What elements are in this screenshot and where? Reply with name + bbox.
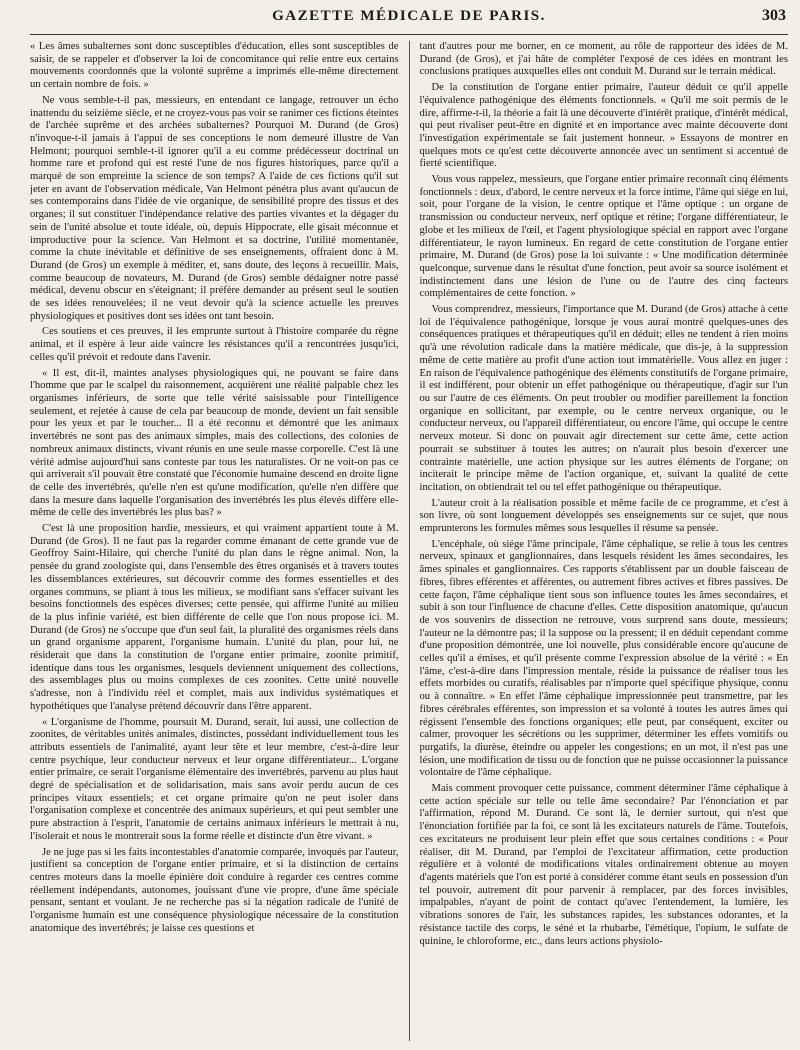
- page-number: 303: [762, 7, 786, 24]
- paragraph: tant d'autres pour me borner, en ce moment, au rôle de rapporteur des idées de M. Durand (de Gros), et j'ai hâte de compléter l'exposé de ces idées en montrant les conclusions pratiques auxquelles elles ont conduit M. Durand sur le terrain médical.: [419, 41, 788, 78]
- left-column: [30, 41, 399, 1041]
- paragraph: Mais comment provoquer cette puissance, comment déterminer l'âme céphalique à cette action spéciale sur telle ou telle âme secondaire? Par l'énonciation et par l'affirmation, répond M. Durand. Ce sont là, le dernier surtout, qui n'est que l'énonciation fortifiée par la foi, ce sont là les excitateurs naturels de l'âme. Toutefois, ces excitateurs ne produisent leur plein effet que sous certaines conditions : « Pour réaliser, dit M. Durand, par l'emploi de l'excitateur affirmation, cette production régulière et à volonté de modifications vitales ordinairement obtenue au moyen d'agents matériels que l'on est porté à considérer comme étant seuls en possession d'un tel pouvoir, autrement dit pour parvenir à remplacer, par des forces invisibles, impalpables, n'ayant de point de contact qu'avec l'entendement, la lumière, les vibrations sonores de l'air, les substances rapides, les substances odorantes, et la résistance tactile des corps, le séné et la rhubarbe, l'émétique, l'opium, le sulfate de quinine, le chloroforme, etc., dans leurs actions physiolo-: [419, 783, 788, 947]
- paragraph: L'auteur croit à la réalisation possible et même facile de ce programme, et c'est à son livre, où sont longuement développés ses enseignements sur ce sujet, que nous emprunterons les formules mêmes sous lesquelles il résume sa pensée.: [419, 497, 788, 535]
- paragraph: Ne vous semble-t-il pas, messieurs, en entendant ce langage, retrouver un écho inattendu du seizième siècle, et ne croyez-vous pas voir se ranimer ces fictions éteintes de l'archée suprême et des archées subalternes? Pourquoi M. Durand (de Gros) n'invoque-t-il jamais à l'appui de ses conceptions le nom demeuré illustre de Van Helmont; pourquoi semble-t-il ignorer qu'il a eu comme prédécesseur doctrinal un homme rare et profond qui est resté l'une de nos figures historiques, parce qu'il a marqué de son empreinte la science de son temps? A l'aide de ces fictions qu'il sut jeter en avant de l'observation médicale, Van Helmont pénétra plus avant qu'aucun de ses contemporains dans l'idée de vie organique, de sensibilité propre des tissus et des organes; il sut constituer l'indépendance relative des parties vivantes et la dégager du sein de l'unité absolue et toute idéale, où, depuis Hippocrate, elle gisait méconnue et improductive pour la science. Van Helmont et sa doctrine, l'utilité momentanée, comme la chute inévitable et définitive de ses enseignements, offraient donc à M. Durand (de Gros) un exemple à méditer, et, sans doute, des leçons à recueillir. Mais, comme beaucoup de novateurs, M. Durand (de Gros) semble dédaigner notre passé médical, devenu obscur en s'éteignant; il préfère demander au présent seul le soutien de ses idées renouvelées; il ne veut devoir qu'à la science actuelle les preuves physiologiques et positives dont ses idées ont tant besoin.: [30, 94, 399, 322]
- paragraph: Vous comprendrez, messieurs, l'importance que M. Durand (de Gros) attache à cette loi de l'équivalence pathogénique, lorsque je vous aurai montré quelques-unes des conséquences pratiques et thérapeutiques qu'il en déduit; elles ne tendent à rien moins qu'à une révolution radicale dans la matière médicale, que dis-je, à la suppression même de cette matière au profit d'une action tout immatérielle. Vous allez en juger : En raison de l'équivalence pathogénique des éléments constitutifs de l'organe primaire, il est indifférent, pour obtenir un effet pathogénique ou thérapeutique, d'agir sur l'un ou sur l'autre de ces éléments. On peut troubler ou modifier pareillement la fonction organique en sollicitant, par exemple, ou le centre nerveux organique, ou le conducteur nerveux, ou l'appareil différentiateur, ou encore l'âme, qui occupe le centre nerveux moteur. Si donc on pouvait agir directement sur cette âme, cette action pourrait se substituer à toutes les autres; on n'aurait plus besoin d'exercer une contrainte matérielle, une action physique sur les autres éléments de l'organe; on inciterait le principe même de l'action organique, et, suivant la qualité de cette incitation, on obtiendrait tel ou tel effet pathogénique ou thérapeutique.: [419, 304, 788, 493]
- paragraph: L'encéphale, où siége l'âme principale, l'âme céphalique, se relie à tous les centres nerveux, spinaux et ganglionnaires, dans lesquels résident les âmes secondaires, les âmes spinales et ganglionnaires. Ces rapports s'établissent par un double faisceau de fibres, fibres efférentes et afférentes, ou autrement fibres actives et fibres passives. De cette façon, l'âme céphalique tient sous son influence toutes les âmes secondaires, et subit à son tour l'influence de chacune d'elles. Cette disposition anatomique, qu'aucun de vos souvenirs de dissection ne retrouve, vous surprend sans doute, messieurs; l'auteur ne la démontre pas; il la suppose ou la pressent; il en déduit cependant comme d'une proposition démontrée, une loi nouvelle, plus considérable encore qu'aucune de celles qu'il a émises, et qu'il présente comme l'expression absolue de la vérité : « En l'âme, c'est-à-dire dans l'impression mentale, réside la puissance de réaliser tous les effets morbides ou curatifs, réalisables par n'importe quel spécifique physique, connu ou à connaître. » En effet l'âme céphalique impressionnée peut transmettre, par les fibres cérébrales efférentes, son impression et sa volonté à toutes les autres âmes qui régissent l'ensemble des fonctions organiques; elle peut, par conséquent, exciter ou calmer, provoquer les sécrétions ou les supprimer, déterminer les effets vomitifs ou purgatifs, la diurèse, éteindre ou appeler les congestions; en un mot, il n'est pas une lésion, une modification de tissu ou de fonction que ne puisse occasionner la puissance volontaire de l'âme céphalique.: [419, 538, 788, 779]
- paragraph: « Il est, dit-il, maintes analyses physiologiques qui, ne pouvant se faire dans l'homme que par le scalpel du raisonnement, acquièrent une réalité palpable chez les organismes inférieurs, de sorte que telle vérité saisissable pour l'intelligence seulement, et rejetée à cause de cela par beaucoup de monde, devient un fait sensible pour les yeux et par le toucher... Il a été reconnu et démontré que les animaux invertébrés ne sont pas des animaux simples, mais des collections, des colonies de nombreux animaux distincts, vivant réunis en une seule masse corporelle. C'est là une vérité admise aujourd'hui sans conteste par tous les naturalistes. Or ne voit-on pas ce qui arriverait s'il pouvait être constaté que l'économie humaine descend en droite ligne de celle des invertébrés, qu'elle n'en est qu'une modification, qu'elle n'en diffère que dans la mesure dans laquelle l'organisation des invertébrés les plus élevés diffère elle-même de celle des invertébrés les plus bas? »: [30, 367, 399, 519]
- paragraph: « L'organisme de l'homme, poursuit M. Durand, serait, lui aussi, une collection de zoonites, de véritables unités animales, distinctes, possédant individuellement tous les attributs essentiels de l'animalité, ayant leur tête et leur membre, c'est-à-dire leur centre psychique, leur conducteur nerveux et leur organe différentiateur... L'organe entier primaire, ce serait l'organisme élémentaire des invertébrés, parvenu au plus haut degré de spécialisation et de solidarisation, mais sans avoir perdu aucun de ces principes vitaux essentiels; et cet organe primaire qu'on ne peut isoler dans l'organisation complexe et concentrée des animaux supérieurs, et qui peut sembler une pure abstraction à l'esprit, l'anatomie de certains animaux inférieurs le mettrait à nu, l'isolerait et nous le montrerait sous la forme réelle et distincte d'un être vivant. »: [30, 716, 399, 842]
- page-header: [30, 0, 788, 35]
- right-column: [409, 41, 789, 1041]
- paragraph: Vous vous rappelez, messieurs, que l'organe entier primaire reconnaît cinq éléments fonctionnels : deux, d'abord, le centre nerveux et la force intime, l'âme qui siége en lui, soit, pour l'organe de la vision, le centre optique et l'âme optique : un organe de transmission ou conducteur nerveux, nerf optique et rétine; l'organe différentiateur, le globe et les milieux de l'œil, et l'agent physiologique spécial en rapport avec l'organe différentiateur, le rayon lumineux. En regard de cette constitution de l'organe entier primaire, M. Durand (de Gros) pose la loi suivante : « Une modification déterminée quelconque, survenue dans le résultat d'une fonction, peut avoir sa source isolément et indistinctement dans une lésion de l'une ou de l'autre des cinq facteurs complémentaires de cette fonction. »: [419, 174, 788, 300]
- paragraph: C'est là une proposition hardie, messieurs, et qui vraiment appartient toute à M. Durand (de Gros). Il ne faut pas la regarder comme émanant de cette grande vue de Geoffroy Saint-Hilaire, qui cherche l'unité du plan dans le règne animal. Non, la pensée du grand zoologiste qui, dans l'ensemble des êtres organisés et à travers toutes les dissemblances extérieures, sut découvrir comme des formes essentielles et des organes communs, se pliant à tous les milieux, se modifiant sans s'effacer suivant les besoins fonctionnels des espèces diverses; cette pensée, qui affirme l'unité au milieu de la plus infinie variété, est bien différente de celle que l'on nous propose ici. M. Durand (de Gros) ne s'occupe que d'un seul fait, la pluralité des organismes réels dans un grand organisme apparent, l'organisme humain. L'unité du plan, pour lui, ne résiderait que dans la constitution de l'organe entier primaire, zoonite primitif, identique dans tous les organismes, lesquels deviennent uniquement des collections, des assemblages plus ou moins complexes de ces zoonites. Cette unité nouvelle s'adresse, non à l'individu réel et complet, mais aux individus systématiques et hypothétiques que l'analyse prétend découvrir dans l'être apparent.: [30, 523, 399, 712]
- paragraph: Ces soutiens et ces preuves, il les emprunte surtout à l'histoire comparée du règne animal, et il espère à leur aide vaincre les résistances qu'il a rencontrées jusqu'ici, celles qu'il prévoit et redoute dans l'avenir.: [30, 326, 399, 363]
- paragraph: « Les âmes subalternes sont donc susceptibles d'éducation, elles sont susceptibles de saisir, de se rappeler et d'observer la loi de concomitance qui relie entre eux certains mouvements coordonnés que la volonté suprême a imprimés elle-même directement un certain nombre de fois. »: [30, 41, 399, 91]
- article-columns: [30, 41, 788, 1041]
- journal-title: GAZETTE MÉDICALE DE PARIS.: [272, 8, 546, 24]
- paragraph: De la constitution de l'organe entier primaire, l'auteur déduit ce qu'il appelle l'équivalence pathogénique des éléments fonctionnels. « Qu'il me soit permis de le dire, affirme-t-il, la théorie a fait là une découverte d'intérêt pratique, d'intérêt médical, qui peut rivaliser peut-être en dignité et en importance avec mainte découverte dont l'investigation expérimentale se fait justement honneur. » Essayons de montrer en quelques mots ce qu'est cette découverte annoncée avec un sentiment si accentué de fierté scientifique.: [419, 82, 788, 170]
- paragraph: Je ne juge pas si les faits incontestables d'anatomie comparée, invoqués par l'auteur, justifient sa conception de l'organe entier primaire, et si la distinction de certains centres moteurs dans la moelle épinière doit conduire à regarder ces centres comme réellement indépendants, autonomes, jouissant d'une vie propre, d'une âme spéciale pensant, sentant et voulant. Je ne recherche pas si la négation radicale de l'unité de l'organisme humain est une conséquence physiologique nécessaire de la constitution anatomique des invertébrés; je laisse ces questions et: [30, 846, 399, 934]
